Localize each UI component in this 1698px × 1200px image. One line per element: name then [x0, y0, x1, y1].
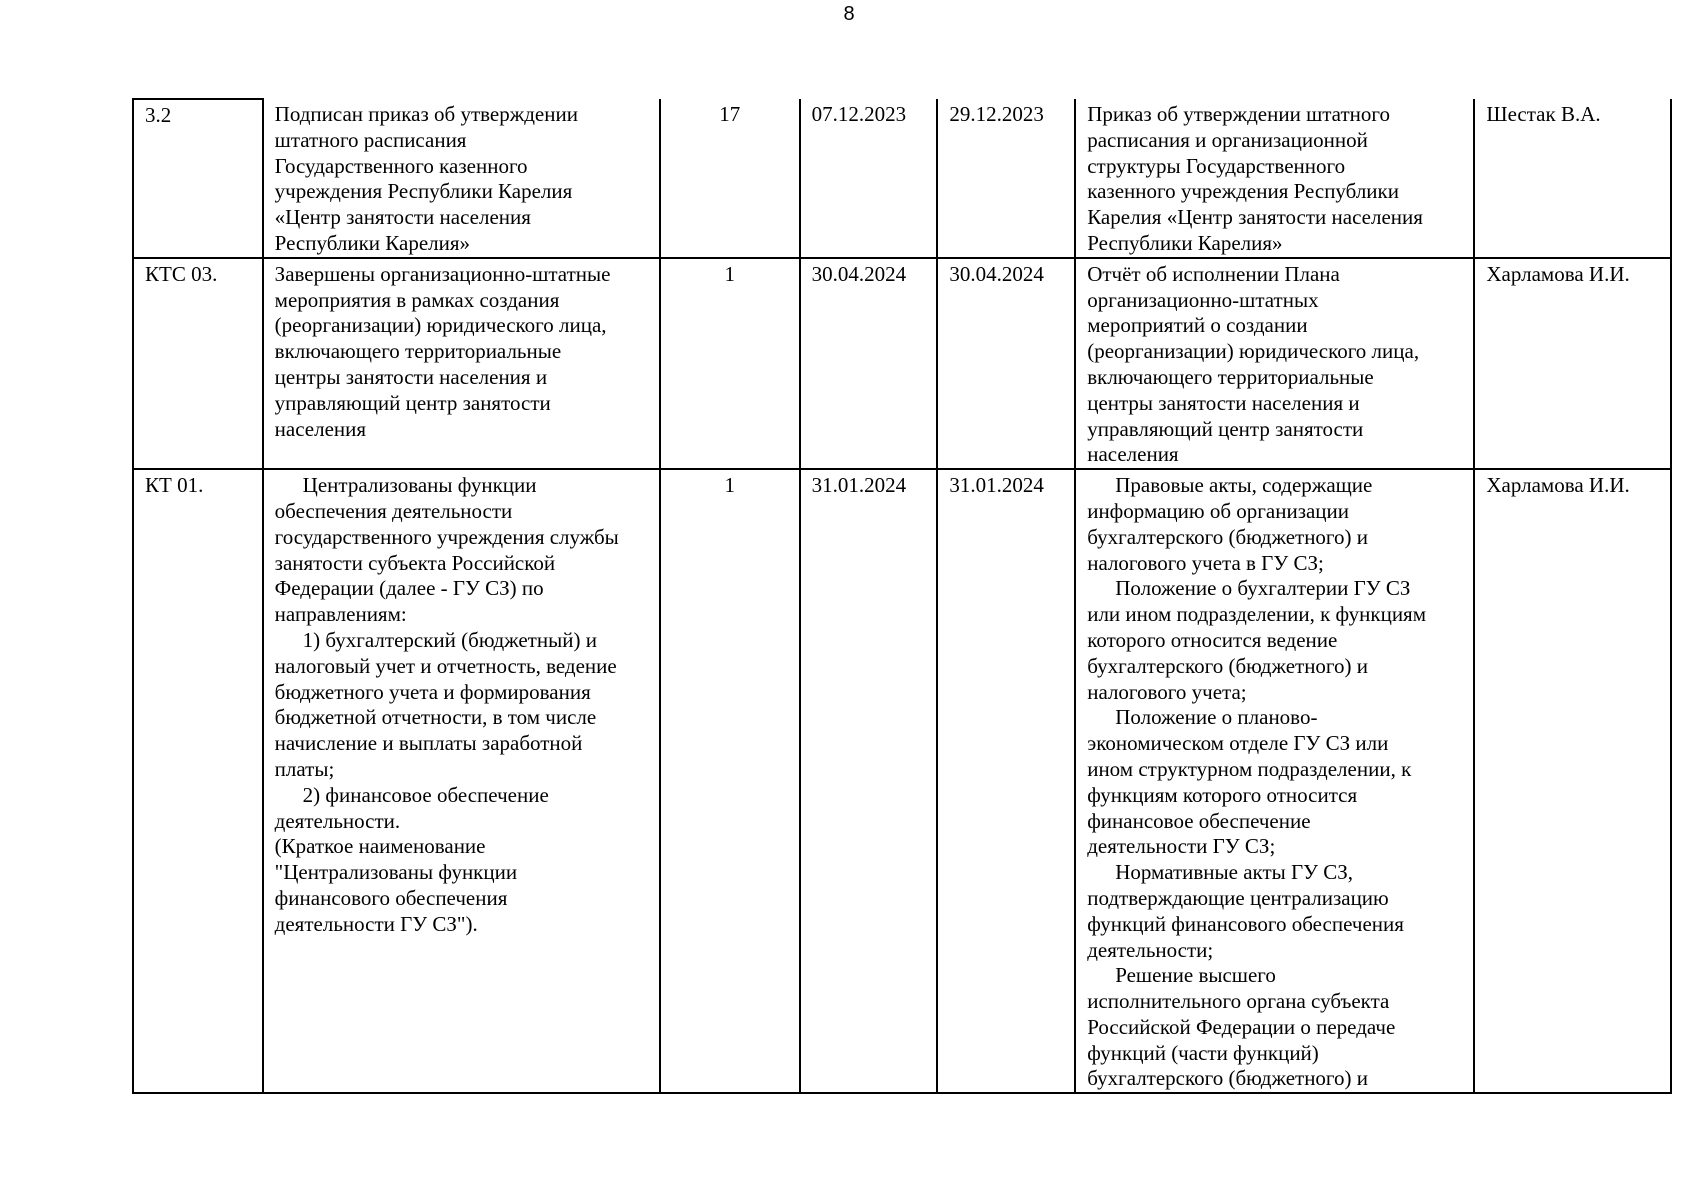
row-number: 3.2: [133, 99, 263, 258]
document-paragraph: Нормативные акты ГУ СЗ, подтверждающие централизацию функций финансового обеспечения деятельности;: [1087, 860, 1404, 962]
end-date-cell: 30.04.2024: [937, 258, 1075, 469]
result-paragraph: Централизованы функции обеспечения деятельности государственного учреждения службы занятости субъекта Российской Федерации (далее - ГУ СЗ) по направлениям:: [274, 473, 619, 627]
page-number: 8: [843, 3, 855, 25]
document-text: Приказ об утверждении штатного расписания и организационной структуры Государственного казенного учреждения Республики Карелия «Центр занятости населения Республики Карелия»: [1087, 102, 1423, 255]
start-date-cell: 07.12.2023: [800, 99, 938, 258]
document-cell: [1075, 99, 1474, 258]
responsible-cell: Шестак В.А.: [1474, 99, 1671, 258]
document-paragraph: Положение о бухгалтерии ГУ СЗ или ином подразделении, к функциям которого относится ведение бухгалтерского (бюджетного) и налогового учета;: [1087, 576, 1427, 704]
plan-table: [132, 98, 1672, 1094]
result-cell: [263, 258, 660, 469]
document-paragraph: Решение высшего исполнительного органа субъекта Российской Федерации о передаче функций (части функций) бухгалтерского (бюджетного) и: [1087, 963, 1396, 1091]
row-number: КТ 01.: [133, 469, 263, 1093]
start-date-cell: 30.04.2024: [800, 258, 938, 469]
document-cell: [1075, 258, 1474, 469]
result-text: Завершены организационно-штатные мероприятия в рамках создания (реорганизации) юридического лица, включающего территориальные центры занятости населения и управляющий центр занятости населения: [274, 261, 611, 441]
document-paragraph: Правовые акты, содержащие информацию об организации бухгалтерского (бюджетного) и налогового учета в ГУ СЗ;: [1087, 473, 1373, 575]
end-date-cell: 31.01.2024: [937, 469, 1075, 1093]
end-date-cell: 29.12.2023: [937, 99, 1075, 258]
quantity-cell: 1: [660, 258, 800, 469]
start-date-cell: 31.01.2024: [800, 469, 938, 1093]
result-text: Подписан приказ об утверждении штатного расписания Государственного казенного учреждения Республики Карелия «Центр занятости населения Республики Карелия»: [274, 102, 578, 255]
document-text: Отчёт об исполнении Плана организационно-штатных мероприятий о создании (реорганизации) юридического лица, включающего территориальные центры занятости населения и управляющий центр занятости населения: [1087, 261, 1420, 467]
result-paragraph: 2) финансовое обеспечение деятельности.: [274, 782, 549, 833]
table-row: [133, 99, 1671, 258]
result-paragraph: (Краткое наименование "Централизованы функции финансового обеспечения деятельности ГУ СЗ").: [274, 834, 518, 936]
responsible-cell: Харламова И.И.: [1474, 258, 1671, 469]
row-number: КТС 03.: [133, 258, 263, 469]
table-row: [133, 469, 1671, 1093]
document-cell: [1075, 469, 1474, 1093]
result-cell: [263, 99, 660, 258]
responsible-cell: Харламова И.И.: [1474, 469, 1671, 1093]
result-paragraph: 1) бухгалтерский (бюджетный) и налоговый учет и отчетность, ведение бюджетного учета и формирования бюджетной отчетности, в том числе начисление и выплаты заработной платы;: [274, 627, 617, 781]
document-paragraph: Положение о планово- экономическом отделе ГУ СЗ или ином структурном подразделении, к функциям которого относится финансовое обеспечение деятельности ГУ СЗ;: [1087, 705, 1412, 859]
result-cell: [263, 469, 660, 1093]
table-row: [133, 258, 1671, 469]
quantity-cell: 1: [660, 469, 800, 1093]
quantity-cell: 17: [660, 99, 800, 258]
